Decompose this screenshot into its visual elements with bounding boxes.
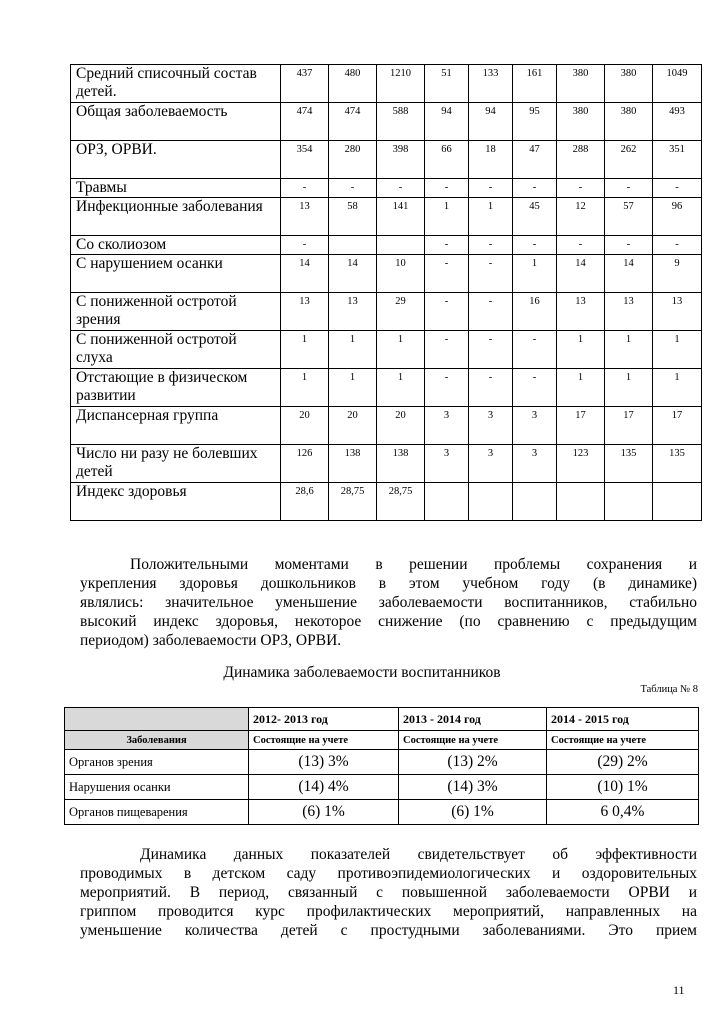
table-row	[71, 198, 702, 236]
value-cell: 1	[513, 255, 557, 293]
value-cell: 3	[425, 445, 469, 483]
value-cell: 288	[557, 141, 605, 179]
value-cell: 28,75	[329, 483, 377, 521]
value-cell	[513, 483, 557, 521]
value-cell: 14	[605, 255, 653, 293]
value-cell: 17	[653, 407, 702, 445]
table-row	[71, 179, 702, 198]
value-cell	[653, 483, 702, 521]
year-header: 2014 - 2015 год	[547, 708, 699, 731]
value-cell: 474	[329, 103, 377, 141]
value-cell: (13) 3%	[249, 750, 399, 775]
paragraph-line: укрепления здоровья дошкольников в этом учебном году (в динамике)	[80, 575, 697, 592]
value-cell: 95	[513, 103, 557, 141]
value-cell: 96	[653, 198, 702, 236]
paragraph-line: гриппом проводится курс профилактических мероприятий, направленных на	[80, 903, 697, 920]
value-cell: 28,6	[281, 483, 329, 521]
value-cell: -	[653, 236, 702, 255]
row-label: Средний списочный состав детей.	[71, 65, 281, 103]
value-cell: 6 0,4%	[547, 800, 699, 825]
row-label: ОРЗ, ОРВИ.	[71, 141, 281, 179]
row-label: Число ни разу не болевших детей	[71, 445, 281, 483]
value-cell: 135	[605, 445, 653, 483]
value-cell: 1	[281, 369, 329, 407]
value-cell: 1	[605, 331, 653, 369]
value-cell: -	[469, 179, 513, 198]
value-cell: 14	[557, 255, 605, 293]
value-cell: 1	[653, 331, 702, 369]
value-cell: -	[469, 236, 513, 255]
value-cell: 588	[377, 103, 425, 141]
value-cell: 1	[425, 198, 469, 236]
value-cell: 135	[653, 445, 702, 483]
value-cell: 20	[281, 407, 329, 445]
value-cell	[425, 483, 469, 521]
table-caption: Динамика заболеваемости воспитанников	[223, 664, 501, 681]
value-cell: -	[425, 331, 469, 369]
paragraph-line: мероприятий. В период, связанный с повышенной заболеваемости ОРВИ и	[80, 884, 697, 901]
row-label: Диспансерная группа	[71, 407, 281, 445]
value-cell: 3	[469, 407, 513, 445]
value-cell: 1	[557, 369, 605, 407]
value-cell: 17	[557, 407, 605, 445]
value-cell: 351	[653, 141, 702, 179]
value-cell: -	[513, 179, 557, 198]
value-cell: 1	[329, 369, 377, 407]
value-cell: 14	[329, 255, 377, 293]
value-cell: -	[513, 331, 557, 369]
value-cell: 13	[281, 293, 329, 331]
value-cell: -	[557, 179, 605, 198]
value-cell: 354	[281, 141, 329, 179]
value-cell: 133	[469, 65, 513, 103]
value-cell: -	[425, 179, 469, 198]
value-cell: -	[513, 236, 557, 255]
value-cell: 1	[329, 331, 377, 369]
value-cell: 10	[377, 255, 425, 293]
value-cell: 12	[557, 198, 605, 236]
row-label: Индекс здоровья	[71, 483, 281, 521]
table-row	[71, 293, 702, 331]
value-cell: 138	[377, 445, 425, 483]
value-cell: 1	[605, 369, 653, 407]
row-label: С пониженной остротой слуха	[71, 331, 281, 369]
value-cell: 13	[557, 293, 605, 331]
value-cell: 380	[557, 103, 605, 141]
value-cell: -	[469, 255, 513, 293]
value-cell: -	[469, 293, 513, 331]
value-cell: 13	[329, 293, 377, 331]
value-cell: -	[605, 179, 653, 198]
value-cell: (6) 1%	[399, 800, 547, 825]
value-cell: 57	[605, 198, 653, 236]
value-cell: 29	[377, 293, 425, 331]
row-label: Отстающие в физическом развитии	[71, 369, 281, 407]
value-cell: -	[513, 369, 557, 407]
value-cell	[377, 236, 425, 255]
value-cell	[605, 483, 653, 521]
value-cell: 123	[557, 445, 605, 483]
value-cell: 17	[605, 407, 653, 445]
table-row	[71, 141, 702, 179]
value-cell: -	[377, 179, 425, 198]
value-cell: 51	[425, 65, 469, 103]
value-cell: 58	[329, 198, 377, 236]
page-number: 11	[673, 983, 685, 997]
header-empty-cell	[65, 708, 249, 731]
value-cell: -	[425, 236, 469, 255]
row-label: Со сколиозом	[71, 236, 281, 255]
value-cell: -	[653, 179, 702, 198]
table-row	[71, 369, 702, 407]
value-cell: -	[605, 236, 653, 255]
value-cell: 13	[653, 293, 702, 331]
value-cell: 380	[605, 103, 653, 141]
value-cell: 3	[469, 445, 513, 483]
value-cell: 380	[605, 65, 653, 103]
value-cell: 45	[513, 198, 557, 236]
value-cell: -	[281, 179, 329, 198]
value-cell: 94	[425, 103, 469, 141]
registered-header: Состоящие на учете	[249, 731, 399, 750]
table-row	[71, 236, 702, 255]
value-cell: 1	[377, 369, 425, 407]
value-cell: -	[425, 293, 469, 331]
value-cell: 1	[469, 198, 513, 236]
registered-header: Состоящие на учете	[399, 731, 547, 750]
value-cell: (10) 1%	[547, 775, 699, 800]
row-label: Травмы	[71, 179, 281, 198]
value-cell: 126	[281, 445, 329, 483]
table-row	[65, 750, 699, 775]
paragraph-line: проводимых в детском саду противоэпидемиологических и оздоровительных	[80, 865, 697, 882]
disease-label: Органов зрения	[65, 750, 249, 775]
value-cell: 16	[513, 293, 557, 331]
table-row	[71, 407, 702, 445]
value-cell: 1	[557, 331, 605, 369]
paragraph-positive-moments	[80, 555, 697, 650]
value-cell	[329, 236, 377, 255]
row-label: С нарушением осанки	[71, 255, 281, 293]
value-cell: -	[469, 331, 513, 369]
value-cell: 141	[377, 198, 425, 236]
paragraph-line: Положительными моментами в решении проблемы сохранения и	[130, 556, 697, 573]
disease-label: Органов пищеварения	[65, 800, 249, 825]
value-cell: -	[281, 236, 329, 255]
value-cell: 437	[281, 65, 329, 103]
value-cell: (29) 2%	[547, 750, 699, 775]
table-row	[71, 445, 702, 483]
morbidity-dynamics-table	[64, 707, 699, 825]
value-cell: 3	[513, 407, 557, 445]
row-label: С пониженной остротой зрения	[71, 293, 281, 331]
paragraph-line: периодом) заболеваемости ОРЗ, ОРВИ.	[80, 632, 342, 649]
value-cell: 18	[469, 141, 513, 179]
value-cell: 28,75	[377, 483, 425, 521]
table-row	[71, 65, 702, 103]
registered-header: Состоящие на учете	[547, 731, 699, 750]
table-number: Таблица № 8	[640, 684, 698, 695]
value-cell: -	[329, 179, 377, 198]
value-cell: (14) 4%	[249, 775, 399, 800]
paragraph-line: уменьшение количества детей с простудными заболеваниями. Это прием	[80, 922, 697, 939]
value-cell: 161	[513, 65, 557, 103]
value-cell: 493	[653, 103, 702, 141]
value-cell: 13	[281, 198, 329, 236]
value-cell: 20	[377, 407, 425, 445]
value-cell: 94	[469, 103, 513, 141]
value-cell: 13	[605, 293, 653, 331]
table-row	[71, 255, 702, 293]
value-cell	[557, 483, 605, 521]
row-label: Общая заболеваемость	[71, 103, 281, 141]
value-cell: 20	[329, 407, 377, 445]
value-cell: -	[469, 369, 513, 407]
value-cell: 1	[653, 369, 702, 407]
year-header: 2012- 2013 год	[249, 708, 399, 731]
value-cell: 280	[329, 141, 377, 179]
paragraph-line: высокий индекс здоровья, некоторое снижение (по сравнению с предыдущим	[80, 613, 697, 630]
value-cell: 3	[425, 407, 469, 445]
value-cell: 398	[377, 141, 425, 179]
value-cell: 480	[329, 65, 377, 103]
value-cell: 380	[557, 65, 605, 103]
paragraph-line: являлись: значительное уменьшение заболеваемости воспитанников, стабильно	[80, 594, 697, 611]
disease-label: Нарушения осанки	[65, 775, 249, 800]
table-row	[71, 331, 702, 369]
value-cell	[469, 483, 513, 521]
value-cell: -	[557, 236, 605, 255]
value-cell: 9	[653, 255, 702, 293]
row-label: Инфекционные заболевания	[71, 198, 281, 236]
value-cell: -	[425, 369, 469, 407]
table-row	[65, 775, 699, 800]
value-cell: (6) 1%	[249, 800, 399, 825]
paragraph-dynamics	[80, 845, 697, 940]
value-cell: 474	[281, 103, 329, 141]
value-cell: 1	[377, 331, 425, 369]
value-cell: -	[425, 255, 469, 293]
table-row	[71, 103, 702, 141]
health-indicators-table	[70, 64, 702, 521]
value-cell: 47	[513, 141, 557, 179]
value-cell: 138	[329, 445, 377, 483]
value-cell: 3	[513, 445, 557, 483]
table-row	[65, 800, 699, 825]
value-cell: 14	[281, 255, 329, 293]
value-cell: (13) 2%	[399, 750, 547, 775]
value-cell: 1210	[377, 65, 425, 103]
value-cell: (14) 3%	[399, 775, 547, 800]
paragraph-line: Динамика данных показателей свидетельствует об эффективности	[140, 846, 697, 863]
value-cell: 66	[425, 141, 469, 179]
year-header: 2013 - 2014 год	[399, 708, 547, 731]
value-cell: 1	[281, 331, 329, 369]
value-cell: 262	[605, 141, 653, 179]
diseases-header: Заболевания	[65, 731, 249, 750]
table-row	[71, 483, 702, 521]
value-cell: 1049	[653, 65, 702, 103]
